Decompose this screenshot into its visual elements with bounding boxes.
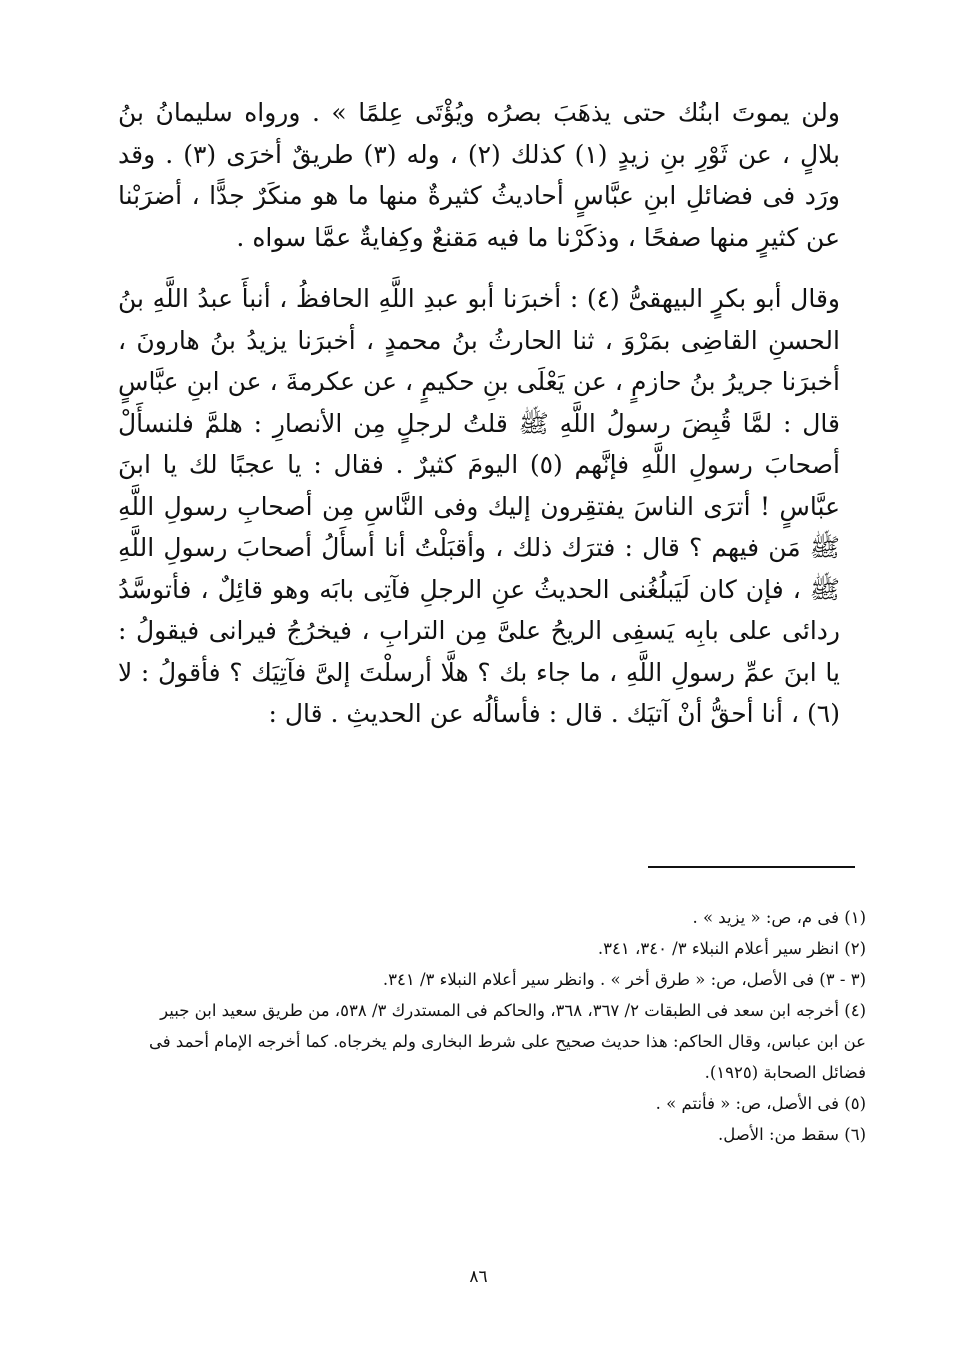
page-number: ٨٦ <box>469 1267 488 1287</box>
main-text-block <box>118 92 840 735</box>
footnote-5: (٥) فى الأصل، ص: « فأنتم » . <box>655 1094 866 1113</box>
footnote-2: (٢) انظر سير أعلام النبلاء ٣/ ٣٤٠، ٣٤١. <box>597 939 866 958</box>
footnote-3: (٣ - ٣) فى الأصل، ص: « طرق أخر » . وانظر سير أعلام النبلاء ٣/ ٣٤١. <box>382 970 866 989</box>
footnote-6: (٦) سقط من: الأصل. <box>717 1125 866 1144</box>
footnote-1: (١) فى م، ص: « يزيد » . <box>692 908 866 927</box>
body-paragraph-2: وقال أبو بكرٍ البيهقىُّ (٤) : أخبرَنا أبو عبدِ اللَّهِ الحافظُ ، أنبأَ عبدُ اللَّهِ بنُ الحسنِ القاضِى بمَرْوَ ، ثنا الحارثُ بنُ محمدٍ ، أخبرَنا يزيدُ بنُ هارونَ ، أخبرَنا جريرُ بنُ حازمٍ ، عن يَعْلَى بنِ حكيمٍ ، عن عكرمةَ ، عن ابنِ عبَّاسٍ قال : لمَّا قُبِضَ رسولُ اللَّهِ ﷺ قلتُ لرجلٍ مِن الأنصارِ : هلمَّ فلنسأَلْ أصحابَ رسولِ اللَّهِ فإنَّهم (٥) اليومَ كثيرٌ . فقال : يا عجبًا لك يا ابنَ عبَّاسٍ ! أترَى الناسَ يفتقِرون إليك وفى النَّاسِ مِن أصحابِ رسولِ اللَّهِ ﷺ مَن فيهم ؟ قال : فترَك ذلك ، وأقبَلْتُ أنا أسأَلُ أصحابَ رسولِ اللَّهِ ﷺ ، فإن كان لَيَبلُغُنى الحديثُ عنِ الرجلِ فآتِى بابَه وهو قائِلٌ ، فأتوسَّدُ ردائى على بابِه يَسفِى الريحُ علىَّ مِن الترابِ ، فيخرُجُ فيرانى فيقولُ : يا ابنَ عمِّ رسولِ اللَّهِ ، ما جاء بك ؟ هلَّا أرسلْتَ إلىَّ فآتِيَك ؟ فأقولُ : لا (٦) ، أنا أحقُّ أنْ آتيَك . قال : فأسألُه عن الحديثِ . قال : <box>118 284 840 728</box>
footnotes-section <box>140 902 866 1150</box>
footnote-4: (٤) أخرجه ابن سعد فى الطبقات ٢/ ٣٦٧، ٣٦٨، والحاكم فى المستدرك ٣/ ٥٣٨، من طريق سعيد ابن جبير عن ابن عباس، وقال الحاكم: هذا حديث صحيح على شرط البخارى ولم يخرجاه. كما أخرجه الإمام أحمد فى فضائل الصحابة (١٩٢٥). <box>149 1001 866 1082</box>
footnote-divider <box>648 866 855 868</box>
body-paragraph-1: ولن يموتَ ابنُك حتى يذهَبَ بصرُه ويُؤْتَى عِلمًا » . ورواه سليمانُ بنُ بلالٍ ، عن ثَوْرِ بنِ زيدٍ (١) كذلك (٢) ، وله (٣) طريقٌ أخرَى (٣) . وقد ورَد فى فضائلِ ابنِ عبَّاسٍ أحاديثُ كثيرةٌ منها ما هو منكَرٌ جدًّا ، أضرَبْنا عن كثيرٍ منها صفحًا ، وذكَرْنا ما فيه مَقنعٌ وكِفايةٌ عمَّا سواه . <box>118 98 840 252</box>
